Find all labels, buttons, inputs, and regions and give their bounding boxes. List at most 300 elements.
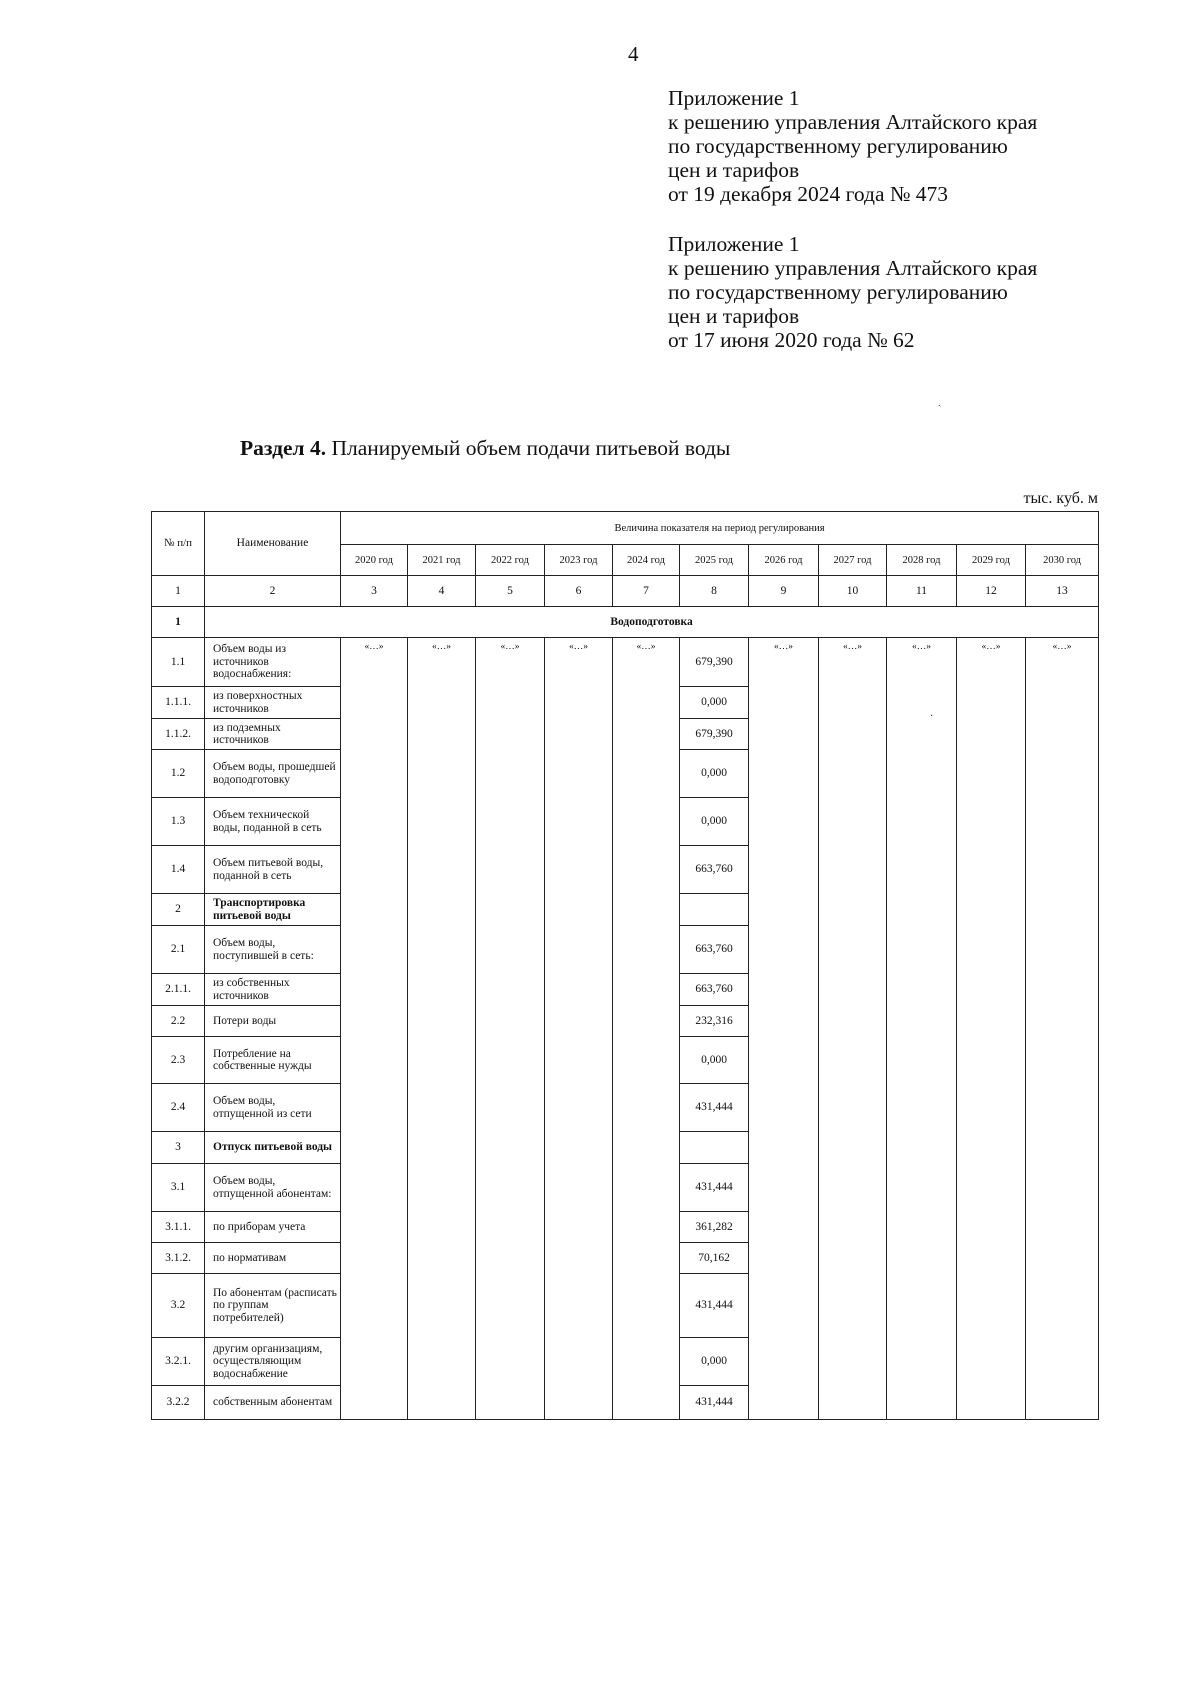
header-row-colnumbers: [152, 576, 1099, 607]
appendix-line: от 19 декабря 2024 года № 473: [668, 182, 948, 206]
row-num: 3.1: [152, 1164, 205, 1212]
value-cell-empty: [819, 1212, 887, 1243]
col-number: 6: [545, 576, 613, 607]
row-name: из подземных источников: [205, 719, 341, 750]
row-name: Транспортировка питьевой воды: [205, 894, 341, 926]
col-number: 3: [341, 576, 408, 607]
value-cell-empty: [341, 894, 408, 926]
value-cell-empty: [545, 894, 613, 926]
header-year: 2028 год: [887, 545, 957, 576]
header-year: 2020 год: [341, 545, 408, 576]
value-cell-empty: [613, 926, 680, 974]
value-cell-empty: [887, 638, 957, 687]
value-2025: 0,000: [680, 687, 749, 719]
value-cell-empty: [957, 798, 1026, 846]
value-2025: 431,444: [680, 1084, 749, 1132]
table-row: [152, 926, 1099, 974]
row-name: Объем воды, отпущенной абонентам:: [205, 1164, 341, 1212]
value-cell-empty: [613, 1164, 680, 1212]
row-name: из собственных источников: [205, 974, 341, 1006]
ellipsis-mark: «…»: [843, 642, 862, 652]
value-cell-empty: [957, 846, 1026, 894]
value-cell-empty: [749, 750, 819, 798]
value-cell-empty: [1026, 1386, 1099, 1420]
table-row: [152, 687, 1099, 719]
ellipsis-mark: «…»: [981, 642, 1001, 652]
appendix-note-original: [668, 232, 1037, 352]
value-cell-empty: [1026, 1243, 1099, 1274]
value-cell-empty: [613, 1037, 680, 1084]
table-row: [152, 846, 1099, 894]
value-cell-empty: [545, 638, 613, 687]
value-cell-empty: [408, 1243, 476, 1274]
value-cell-empty: [476, 1212, 545, 1243]
value-cell-empty: [545, 687, 613, 719]
row-num: 2.1.1.: [152, 974, 205, 1006]
value-cell-empty: [545, 1084, 613, 1132]
value-cell-empty: [341, 687, 408, 719]
value-cell-empty: [749, 1338, 819, 1386]
value-cell-empty: [1026, 1132, 1099, 1164]
value-cell-empty: [613, 638, 680, 687]
value-cell-empty: [749, 974, 819, 1006]
table-row: [152, 974, 1099, 1006]
value-cell-empty: [613, 750, 680, 798]
value-cell-empty: [887, 1084, 957, 1132]
col-number: 12: [957, 576, 1026, 607]
value-cell-empty: [749, 1084, 819, 1132]
appendix-note-current: [668, 86, 1037, 206]
row-num: 3.2: [152, 1274, 205, 1338]
value-cell-empty: [613, 1084, 680, 1132]
header-period-caption: Величина показателя на период регулирования: [341, 512, 1099, 545]
value-cell-empty: [613, 1212, 680, 1243]
value-cell-empty: [545, 1006, 613, 1037]
value-2025: [680, 1132, 749, 1164]
value-2025: 70,162: [680, 1243, 749, 1274]
value-cell-empty: [887, 750, 957, 798]
value-cell-empty: [957, 974, 1026, 1006]
col-number: 2: [205, 576, 341, 607]
value-cell-empty: [887, 687, 957, 719]
value-cell-empty: [476, 974, 545, 1006]
value-cell-empty: [408, 750, 476, 798]
row-num: 2.3: [152, 1037, 205, 1084]
value-cell-empty: [476, 1338, 545, 1386]
row-num: 3.2.2: [152, 1386, 205, 1420]
value-cell-empty: [1026, 974, 1099, 1006]
row-name: другим организациям, осуществляющим водоснабжение: [205, 1338, 341, 1386]
value-cell-empty: [408, 638, 476, 687]
value-cell-empty: [819, 1037, 887, 1084]
row-num: 3: [152, 1132, 205, 1164]
value-cell-empty: [819, 687, 887, 719]
header-num: № п/п: [152, 512, 205, 576]
value-cell-empty: [957, 894, 1026, 926]
value-cell-empty: [476, 638, 545, 687]
col-number: 11: [887, 576, 957, 607]
value-cell-empty: [341, 926, 408, 974]
value-cell-empty: [957, 1243, 1026, 1274]
value-2025: 0,000: [680, 1338, 749, 1386]
row-name: По абонентам (расписать по группам потребителей): [205, 1274, 341, 1338]
ellipsis-mark: «…»: [500, 642, 520, 652]
value-2025: [680, 894, 749, 926]
section-heading: [240, 436, 730, 461]
value-cell-empty: [476, 1132, 545, 1164]
value-cell-empty: [408, 1084, 476, 1132]
value-cell-empty: [476, 1243, 545, 1274]
value-cell-empty: [476, 846, 545, 894]
value-cell-empty: [613, 687, 680, 719]
value-cell-empty: [1026, 926, 1099, 974]
value-cell-empty: [545, 974, 613, 1006]
value-cell-empty: [476, 798, 545, 846]
table-row: [152, 894, 1099, 926]
header-year: 2021 год: [408, 545, 476, 576]
row-name: Объем воды, отпущенной из сети: [205, 1084, 341, 1132]
value-2025: 232,316: [680, 1006, 749, 1037]
value-cell-empty: [408, 1006, 476, 1037]
value-cell-empty: [887, 846, 957, 894]
value-cell-empty: [408, 798, 476, 846]
value-cell-empty: [341, 1084, 408, 1132]
value-cell-empty: [887, 1274, 957, 1338]
value-cell-empty: [476, 1006, 545, 1037]
value-cell-empty: [957, 638, 1026, 687]
row-num: 1.4: [152, 846, 205, 894]
value-cell-empty: [887, 719, 957, 750]
ellipsis-mark: «…»: [912, 642, 931, 652]
value-cell-empty: [957, 1006, 1026, 1037]
value-cell-empty: [957, 1274, 1026, 1338]
value-cell-empty: [1026, 1338, 1099, 1386]
row-name: Объем воды из источников водоснабжения:: [205, 638, 341, 687]
value-2025: 0,000: [680, 750, 749, 798]
row-num: 3.2.1.: [152, 1338, 205, 1386]
value-cell-empty: [749, 1212, 819, 1243]
value-cell-empty: [613, 798, 680, 846]
value-cell-empty: [887, 894, 957, 926]
value-cell-empty: [749, 1164, 819, 1212]
value-cell-empty: [1026, 719, 1099, 750]
header-year: 2023 год: [545, 545, 613, 576]
value-cell-empty: [819, 1164, 887, 1212]
value-cell-empty: [545, 926, 613, 974]
value-cell-empty: [957, 1037, 1026, 1084]
row-name: Объем воды, прошедшей водоподготовку: [205, 750, 341, 798]
value-cell-empty: [613, 1243, 680, 1274]
value-cell-empty: [957, 687, 1026, 719]
value-cell-empty: [887, 974, 957, 1006]
value-cell-empty: [819, 1274, 887, 1338]
col-number: 8: [680, 576, 749, 607]
value-cell-empty: [957, 926, 1026, 974]
row-name: Объем технической воды, поданной в сеть: [205, 798, 341, 846]
ellipsis-mark: «…»: [636, 642, 656, 652]
row-name: Потери воды: [205, 1006, 341, 1037]
value-cell-empty: [1026, 1006, 1099, 1037]
value-cell-empty: [613, 974, 680, 1006]
value-cell-empty: [957, 1338, 1026, 1386]
value-cell-empty: [749, 1386, 819, 1420]
value-cell-empty: [819, 798, 887, 846]
row-num: 3.1.2.: [152, 1243, 205, 1274]
appendix-line: к решению управления Алтайского края: [668, 110, 1038, 134]
col-number: 7: [613, 576, 680, 607]
value-cell-empty: [545, 1164, 613, 1212]
scan-speck: ·: [930, 711, 934, 722]
row-num: 3.1.1.: [152, 1212, 205, 1243]
header-name: Наименование: [205, 512, 341, 576]
value-cell-empty: [545, 750, 613, 798]
value-cell-empty: [819, 1386, 887, 1420]
scan-speck: ˏ: [938, 396, 942, 407]
table-row: [152, 1274, 1099, 1338]
value-cell-empty: [341, 750, 408, 798]
table-row: [152, 1084, 1099, 1132]
value-cell-empty: [408, 1164, 476, 1212]
value-cell-empty: [613, 846, 680, 894]
value-cell-empty: [749, 1037, 819, 1084]
value-cell-empty: [887, 1212, 957, 1243]
row-num: 2: [152, 894, 205, 926]
appendix-line: цен и тарифов: [668, 158, 800, 182]
header-year: 2025 год: [680, 545, 749, 576]
row-num: 1.1: [152, 638, 205, 687]
table-row: [152, 638, 1099, 687]
value-cell-empty: [1026, 1274, 1099, 1338]
value-cell-empty: [887, 1338, 957, 1386]
header-year: 2024 год: [613, 545, 680, 576]
value-cell-empty: [545, 1037, 613, 1084]
row-name: Потребление на собственные нужды: [205, 1037, 341, 1084]
value-2025: 679,390: [680, 719, 749, 750]
row-name: из поверхностных источников: [205, 687, 341, 719]
value-cell-empty: [957, 1164, 1026, 1212]
value-cell-empty: [341, 1212, 408, 1243]
header-year: 2027 год: [819, 545, 887, 576]
value-cell-empty: [1026, 894, 1099, 926]
value-cell-empty: [819, 750, 887, 798]
col-number: 9: [749, 576, 819, 607]
appendix-line: по государственному регулированию: [668, 134, 1008, 158]
value-cell-empty: [749, 719, 819, 750]
header-year: 2026 год: [749, 545, 819, 576]
header-year: 2022 год: [476, 545, 545, 576]
value-cell-empty: [1026, 1164, 1099, 1212]
value-cell-empty: [957, 1084, 1026, 1132]
value-2025: 431,444: [680, 1164, 749, 1212]
value-cell-empty: [1026, 1084, 1099, 1132]
value-cell-empty: [1026, 846, 1099, 894]
value-cell-empty: [957, 1386, 1026, 1420]
appendix-line: к решению управления Алтайского края: [668, 256, 1038, 280]
value-cell-empty: [749, 687, 819, 719]
table-row: [152, 1037, 1099, 1084]
value-cell-empty: [957, 1212, 1026, 1243]
value-cell-empty: [819, 894, 887, 926]
value-cell-empty: [749, 1274, 819, 1338]
value-2025: 663,760: [680, 974, 749, 1006]
table-row: [152, 1243, 1099, 1274]
value-cell-empty: [887, 926, 957, 974]
appendix-line: по государственному регулированию: [668, 280, 1008, 304]
col-number: 1: [152, 576, 205, 607]
value-cell-empty: [819, 638, 887, 687]
appendix-line: Приложение 1: [668, 232, 800, 256]
value-cell-empty: [408, 719, 476, 750]
table-row: [152, 719, 1099, 750]
value-2025: 361,282: [680, 1212, 749, 1243]
row-name: по приборам учета: [205, 1212, 341, 1243]
value-cell-empty: [613, 1274, 680, 1338]
value-cell-empty: [545, 1338, 613, 1386]
value-cell-empty: [749, 846, 819, 894]
value-cell-empty: [613, 1132, 680, 1164]
value-cell-empty: [476, 894, 545, 926]
value-2025: 431,444: [680, 1386, 749, 1420]
appendix-line: цен и тарифов: [668, 304, 800, 328]
value-cell-empty: [476, 719, 545, 750]
table-row: [152, 1006, 1099, 1037]
value-cell-empty: [819, 1338, 887, 1386]
value-cell-empty: [545, 1386, 613, 1420]
value-cell-empty: [408, 687, 476, 719]
value-cell-empty: [408, 926, 476, 974]
section-title: Планируемый объем подачи питьевой воды: [331, 436, 731, 460]
col-number: 13: [1026, 576, 1099, 607]
row-num: 1.1.1.: [152, 687, 205, 719]
value-cell-empty: [1026, 798, 1099, 846]
row-num: 1.1.2.: [152, 719, 205, 750]
value-cell-empty: [1026, 750, 1099, 798]
value-cell-empty: [545, 1212, 613, 1243]
value-cell-empty: [545, 719, 613, 750]
row-name: Отпуск питьевой воды: [205, 1132, 341, 1164]
header-row-1: [152, 512, 1099, 545]
value-cell-empty: [545, 1274, 613, 1338]
value-cell-empty: [476, 1386, 545, 1420]
row-num: 2.1: [152, 926, 205, 974]
value-cell-empty: [408, 974, 476, 1006]
section-label: Раздел 4.: [240, 436, 327, 460]
value-cell-empty: [476, 926, 545, 974]
ellipsis-mark: «…»: [432, 642, 451, 652]
value-cell-empty: [341, 1006, 408, 1037]
water-supply-volume-table: [151, 511, 1099, 1420]
row-num: 1.2: [152, 750, 205, 798]
value-cell-empty: [613, 1006, 680, 1037]
table-row: [152, 1164, 1099, 1212]
value-cell-empty: [408, 1132, 476, 1164]
value-cell-empty: [476, 1164, 545, 1212]
value-2025: 431,444: [680, 1274, 749, 1338]
value-2025: 0,000: [680, 1037, 749, 1084]
value-cell-empty: [408, 894, 476, 926]
value-cell-empty: [749, 1243, 819, 1274]
value-cell-empty: [613, 1386, 680, 1420]
value-cell-empty: [341, 974, 408, 1006]
value-cell-empty: [545, 1243, 613, 1274]
value-cell-empty: [408, 1338, 476, 1386]
value-cell-empty: [819, 1132, 887, 1164]
row-name: по нормативам: [205, 1243, 341, 1274]
value-cell-empty: [749, 638, 819, 687]
row-name: Объем питьевой воды, поданной в сеть: [205, 846, 341, 894]
value-cell-empty: [341, 638, 408, 687]
value-cell-empty: [1026, 687, 1099, 719]
value-cell-empty: [1026, 1037, 1099, 1084]
table-row: [152, 1132, 1099, 1164]
table-row: [152, 750, 1099, 798]
row-num: 2.2: [152, 1006, 205, 1037]
value-cell-empty: [408, 1274, 476, 1338]
section-row-title: Водоподготовка: [205, 607, 1099, 638]
section-row: [152, 607, 1099, 638]
value-cell-empty: [613, 1338, 680, 1386]
value-2025: 663,760: [680, 926, 749, 974]
value-cell-empty: [749, 1006, 819, 1037]
value-cell-empty: [749, 894, 819, 926]
col-number: 4: [408, 576, 476, 607]
row-num: 1.3: [152, 798, 205, 846]
value-2025: 679,390: [680, 638, 749, 687]
value-cell-empty: [341, 1132, 408, 1164]
ellipsis-mark: «…»: [774, 642, 793, 652]
value-cell-empty: [887, 1006, 957, 1037]
value-cell-empty: [749, 926, 819, 974]
ellipsis-mark: «…»: [569, 642, 588, 652]
value-cell-empty: [545, 1132, 613, 1164]
value-cell-empty: [887, 1243, 957, 1274]
value-cell-empty: [408, 1037, 476, 1084]
value-cell-empty: [1026, 1212, 1099, 1243]
section-row-num: 1: [152, 607, 205, 638]
value-cell-empty: [341, 1164, 408, 1212]
value-cell-empty: [613, 894, 680, 926]
units-label: тыс. куб. м: [1023, 490, 1098, 507]
value-cell-empty: [341, 846, 408, 894]
row-num: 2.4: [152, 1084, 205, 1132]
value-cell-empty: [887, 1132, 957, 1164]
table-row: [152, 798, 1099, 846]
value-cell-empty: [749, 1132, 819, 1164]
value-cell-empty: [408, 1212, 476, 1243]
table-row: [152, 1212, 1099, 1243]
value-cell-empty: [957, 750, 1026, 798]
value-2025: 663,760: [680, 846, 749, 894]
value-cell-empty: [545, 846, 613, 894]
value-cell-empty: [819, 1006, 887, 1037]
value-cell-empty: [957, 719, 1026, 750]
ellipsis-mark: «…»: [364, 642, 384, 652]
value-cell-empty: [341, 1243, 408, 1274]
value-cell-empty: [408, 846, 476, 894]
table-row: [152, 1338, 1099, 1386]
value-cell-empty: [341, 719, 408, 750]
value-cell-empty: [887, 1164, 957, 1212]
col-number: 10: [819, 576, 887, 607]
value-cell-empty: [341, 1037, 408, 1084]
value-cell-empty: [819, 1084, 887, 1132]
value-cell-empty: [819, 846, 887, 894]
table-row: [152, 1386, 1099, 1420]
header-year: 2030 год: [1026, 545, 1099, 576]
value-2025: 0,000: [680, 798, 749, 846]
value-cell-empty: [1026, 638, 1099, 687]
value-cell-empty: [476, 750, 545, 798]
